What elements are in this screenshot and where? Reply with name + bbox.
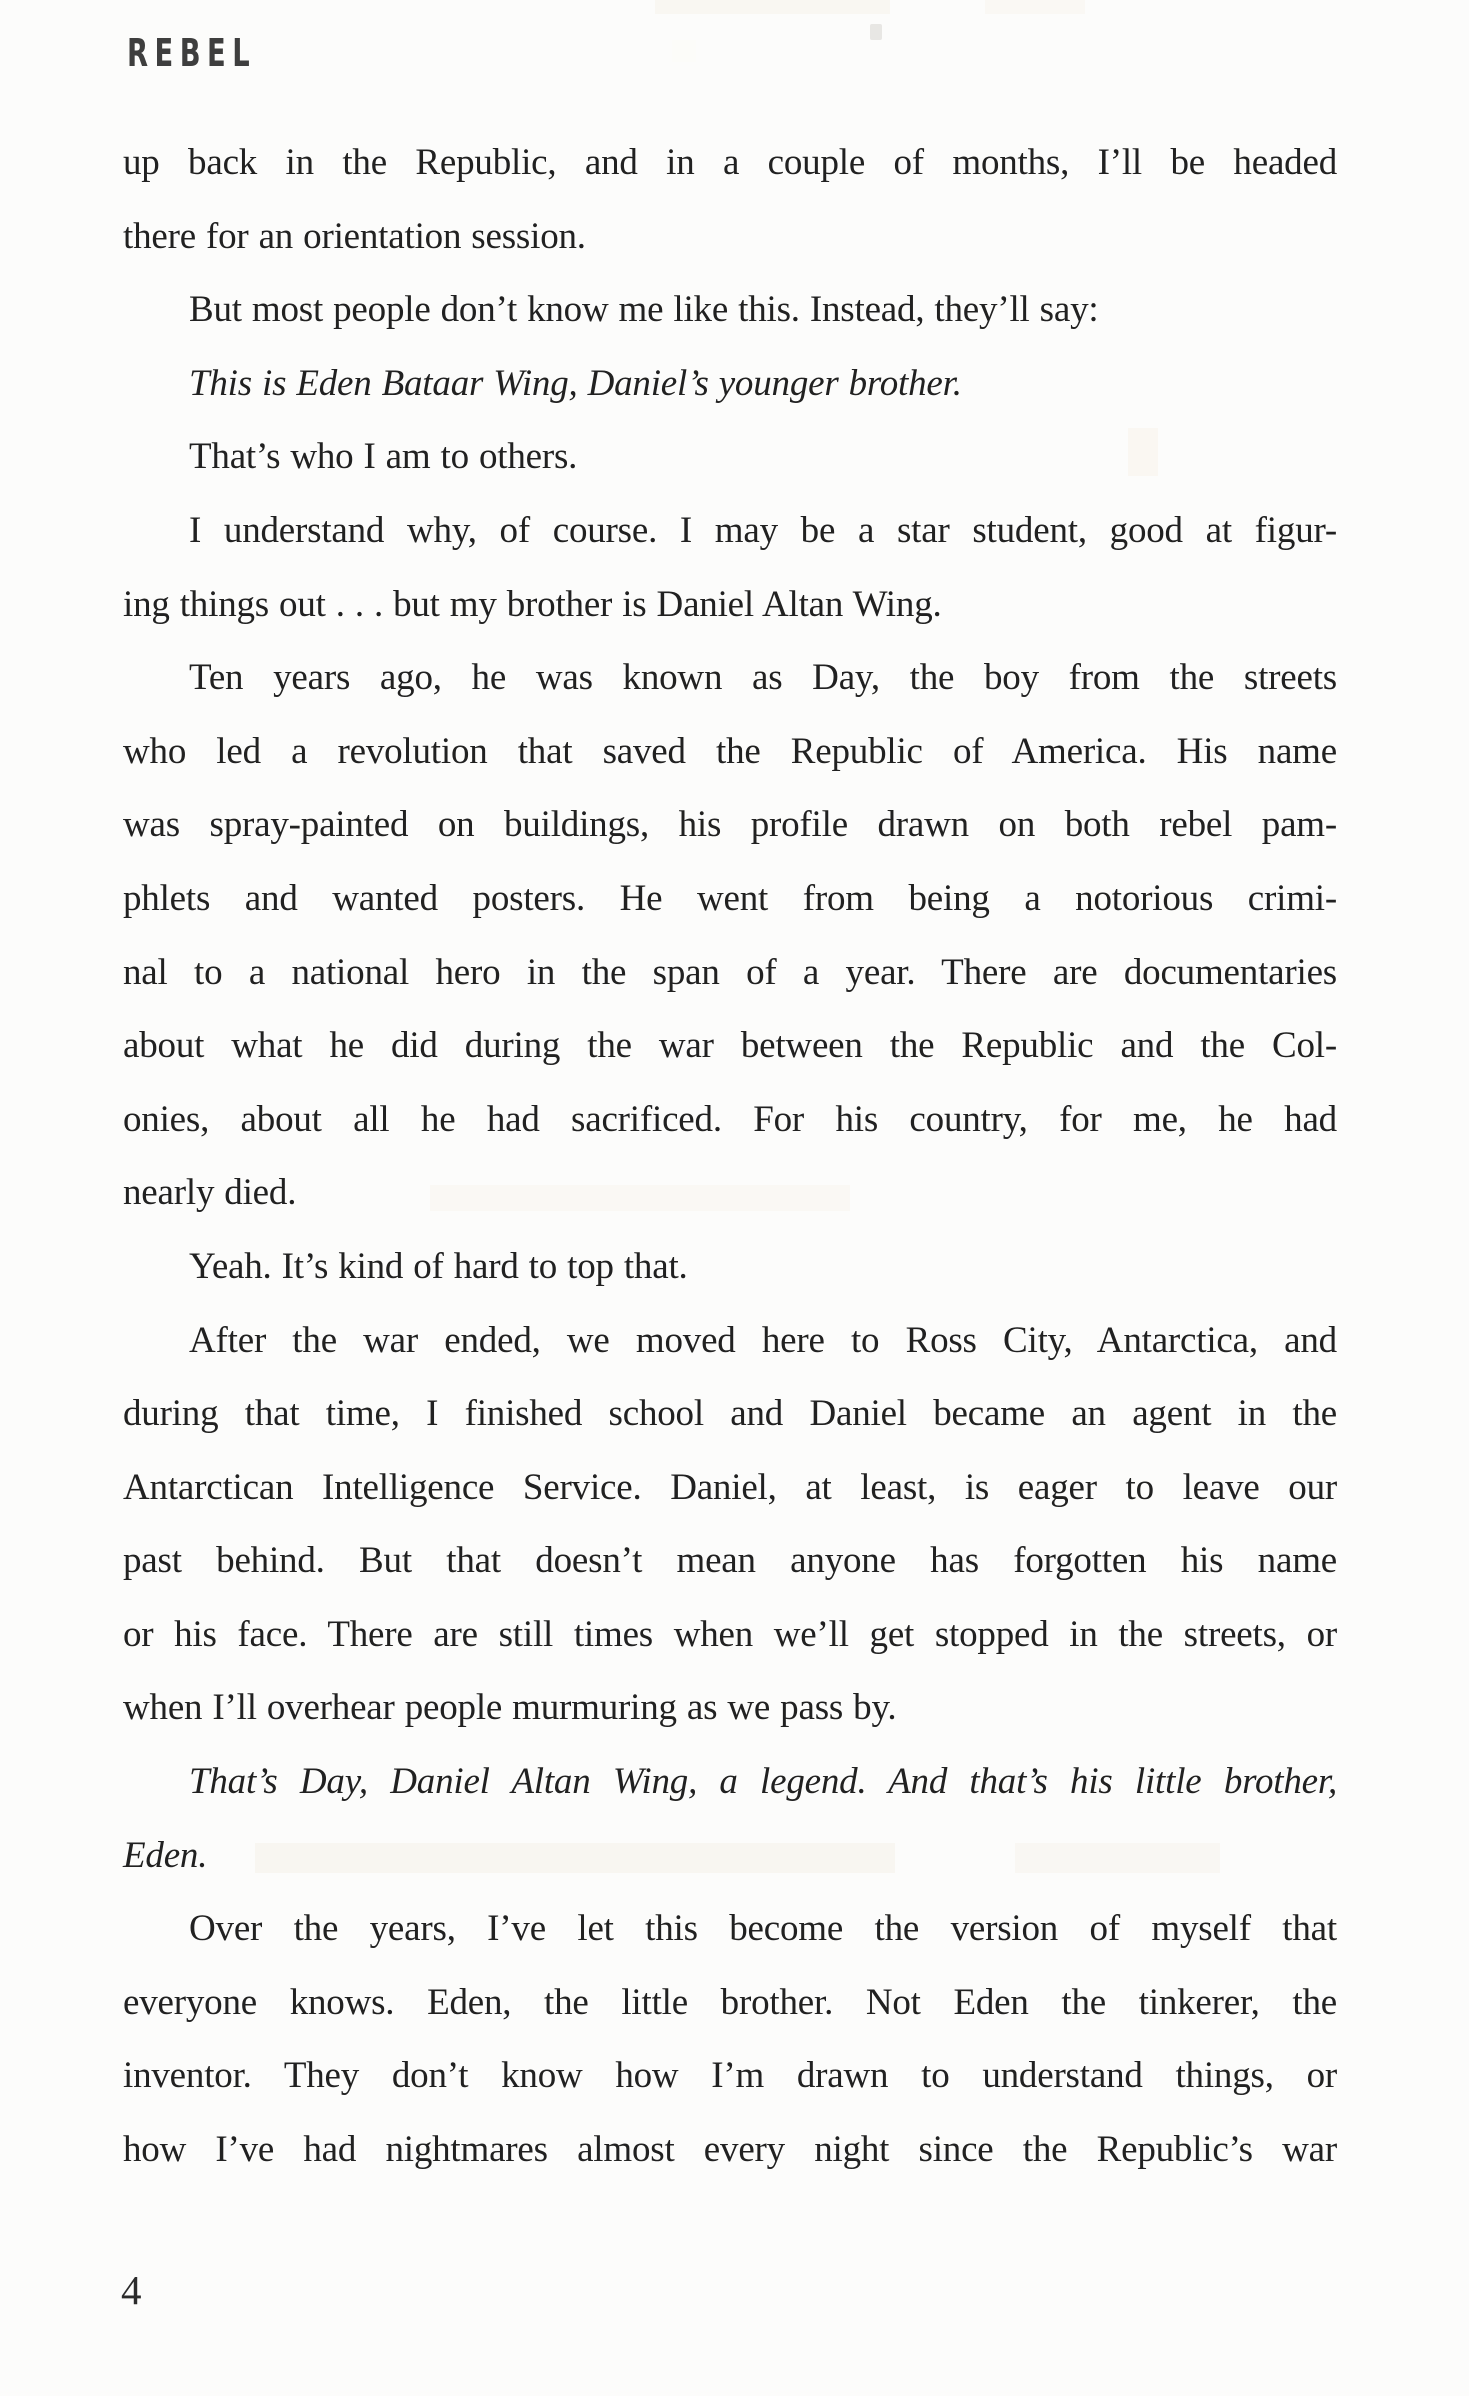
body-line: I understand why, of course. I may be a star student, good at figur- [189,509,1337,551]
body-line: up back in the Republic, and in a couple of months, I’ll be headed [123,142,1337,183]
scan-artifact [870,24,882,40]
body-line: ing things out . . . but my brother is Daniel Altan Wing. [123,583,942,625]
scan-artifact [672,40,696,62]
scan-artifact [985,0,1085,14]
body-line: onies, about all he had sacrificed. For his country, for me, he had [123,1098,1337,1140]
body-line: Eden. [123,1834,208,1876]
body-line: when I’ll overhear people murmuring as we pass by. [123,1687,897,1729]
body-line: phlets and wanted posters. He went from being a notorious crimi- [123,877,1337,919]
body-line: or his face. There are still times when we’ll get stopped in the streets, or [123,1613,1337,1655]
body-line: That’s Day, Daniel Altan Wing, a legend. And that’s his little brother, [189,1761,1337,1803]
body-line: Over the years, I’ve let this become the version of myself that [189,1908,1337,1950]
body-line: That’s who I am to others. [189,436,578,478]
body-line: everyone knows. Eden, the little brother. Not Eden the tinkerer, the [123,1981,1337,2023]
body-text [123,126,1337,2187]
body-line: Ten years ago, he was known as Day, the boy from the streets [189,657,1337,699]
running-header: REBEL [127,31,257,75]
body-line: was spray-painted on buildings, his profile drawn on both rebel pam- [123,804,1337,846]
body-line: After the war ended, we moved here to Ross City, Antarctica, and [189,1319,1337,1361]
body-line: inventor. They don’t know how I’m drawn to understand things, or [123,2055,1337,2097]
body-line: Yeah. It’s kind of hard to top that. [189,1245,688,1287]
body-line: during that time, I finished school and Daniel became an agent in the [123,1393,1337,1435]
body-line: who led a revolution that saved the Republic of America. His name [123,730,1337,772]
body-line: This is Eden Bataar Wing, Daniel’s younger brother. [189,362,962,404]
scan-artifact [655,0,890,14]
body-line: But most people don’t know me like this. Instead, they’ll say: [189,289,1099,331]
body-line: about what he did during the war between the Republic and the Col- [123,1025,1337,1067]
body-line: nal to a national hero in the span of a year. There are documentaries [123,951,1337,993]
body-line: how I’ve had nightmares almost every night since the Republic’s war [123,2129,1337,2171]
body-line: Antarctican Intelligence Service. Daniel, at least, is eager to leave our [123,1466,1337,1508]
body-line: nearly died. [123,1172,297,1214]
page-number: 4 [121,2267,142,2313]
body-line: past behind. But that doesn’t mean anyone has forgotten his name [123,1540,1337,1582]
body-line: there for an orientation session. [123,215,586,257]
